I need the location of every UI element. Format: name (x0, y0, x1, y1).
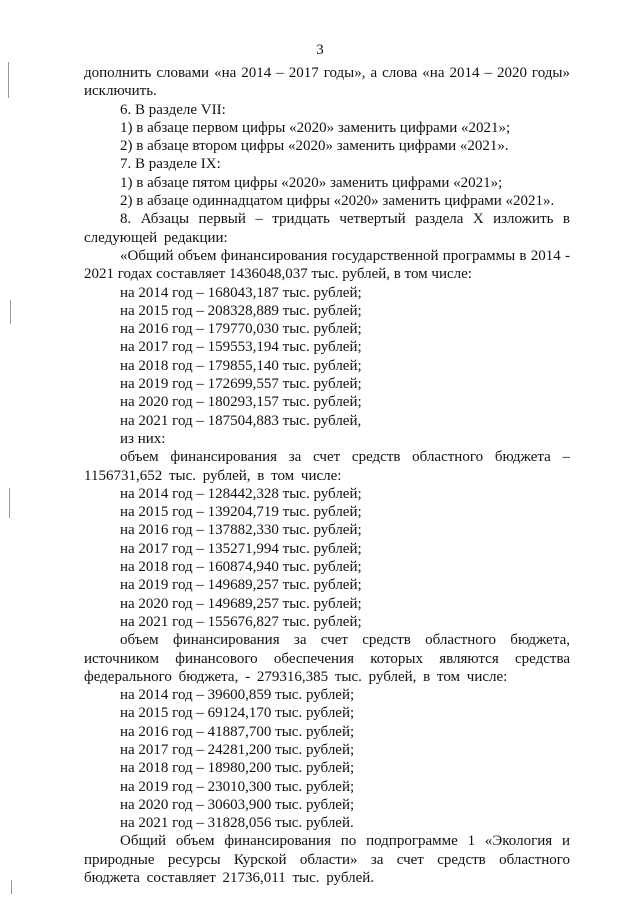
list-item: на 2018 год – 18980,200 тыс. рублей; (120, 760, 355, 777)
regional-budget-paragraph: объем финансирования за счет средств областного бюджета – 1156731,652 тыс. рублей, в том числе: (84, 449, 570, 484)
list-item: на 2015 год – 69124,170 тыс. рублей; (120, 705, 355, 722)
list-item: на 2016 год – 137882,330 тыс. рублей; (120, 522, 362, 539)
section-item-6-sub-1: 1) в абзаце первом цифры «2020» заменить цифрами «2021»; (120, 119, 511, 136)
paragraph-continuation: дополнить словами «на 2014 – 2017 годы», а слова «на 2014 – 2020 годы» исключить. (84, 65, 570, 100)
list-item: на 2016 год – 179770,030 тыс. рублей; (120, 321, 362, 338)
list-item: на 2019 год – 23010,300 тыс. рублей; (120, 778, 355, 795)
total-financing-paragraph: «Общий объем финансирования государственной программы в 2014 - 2021 годах составляет 1436048,037 тыс. рублей, в том числе: (84, 247, 570, 283)
federal-budget-paragraph: объем финансирования за счет средств областного бюджета, источником финансового обеспечения которых являются средства федерального бюджета, - 279316,385 тыс. рублей, в том числе: (84, 632, 570, 685)
list-item: на 2020 год – 149689,257 тыс. рублей; (120, 595, 362, 612)
section-item-8: 8. Абзацы первый – тридцать четвертый раздела X изложить в следующей редакции: (84, 211, 570, 246)
total-financing-list (84, 284, 570, 430)
section-item-6: 6. В разделе VII: (120, 101, 226, 118)
list-item: на 2017 год – 24281,200 тыс. рублей; (120, 741, 355, 758)
section-item-7-sub-2: 2) в абзаце одиннадцатом цифры «2020» заменить цифрами «2021». (120, 193, 555, 210)
federal-budget-list (84, 686, 570, 832)
list-item: на 2018 год – 160874,940 тыс. рублей; (120, 559, 362, 576)
regional-budget-list (84, 485, 570, 631)
list-item: на 2021 год – 31828,056 тыс. рублей. (120, 815, 354, 832)
list-item: на 2017 год – 159553,194 тыс. рублей; (120, 339, 362, 356)
list-item: на 2021 год – 155676,827 тыс. рублей; (120, 613, 362, 630)
document-body (84, 64, 570, 887)
of-which-label: из них: (120, 430, 166, 447)
section-item-6-sub-2: 2) в абзаце втором цифры «2020» заменить цифрами «2021». (120, 138, 509, 155)
list-item: на 2019 год – 172699,557 тыс. рублей; (120, 376, 362, 393)
list-item: на 2014 год – 39600,859 тыс. рублей; (120, 687, 355, 704)
list-item: на 2015 год – 208328,889 тыс. рублей; (120, 302, 362, 319)
list-item: на 2018 год – 179855,140 тыс. рублей; (120, 357, 362, 374)
list-item: на 2017 год – 135271,994 тыс. рублей; (120, 540, 362, 557)
list-item: на 2021 год – 187504,883 тыс. рублей, (120, 412, 362, 429)
section-item-7: 7. В разделе IX: (120, 156, 221, 173)
list-item: на 2020 год – 30603,900 тыс. рублей; (120, 796, 355, 813)
list-item: на 2016 год – 41887,700 тыс. рублей; (120, 723, 355, 740)
subprogram-paragraph: Общий объем финансирования по подпрограмме 1 «Экология и природные ресурсы Курской области» за счет средств областного бюджета составляет 21736,011 тыс. рублей. (84, 833, 570, 887)
list-item: на 2019 год – 149689,257 тыс. рублей; (120, 577, 362, 594)
section-item-7-sub-1: 1) в абзаце пятом цифры «2020» заменить цифрами «2021»; (120, 174, 503, 191)
list-item: на 2020 год – 180293,157 тыс. рублей; (120, 394, 362, 411)
list-item: на 2014 год – 168043,187 тыс. рублей; (120, 284, 362, 301)
list-item: на 2015 год – 139204,719 тыс. рублей; (120, 504, 362, 521)
list-item: на 2014 год – 128442,328 тыс. рублей; (120, 485, 362, 502)
page-number: 3 (316, 42, 324, 58)
